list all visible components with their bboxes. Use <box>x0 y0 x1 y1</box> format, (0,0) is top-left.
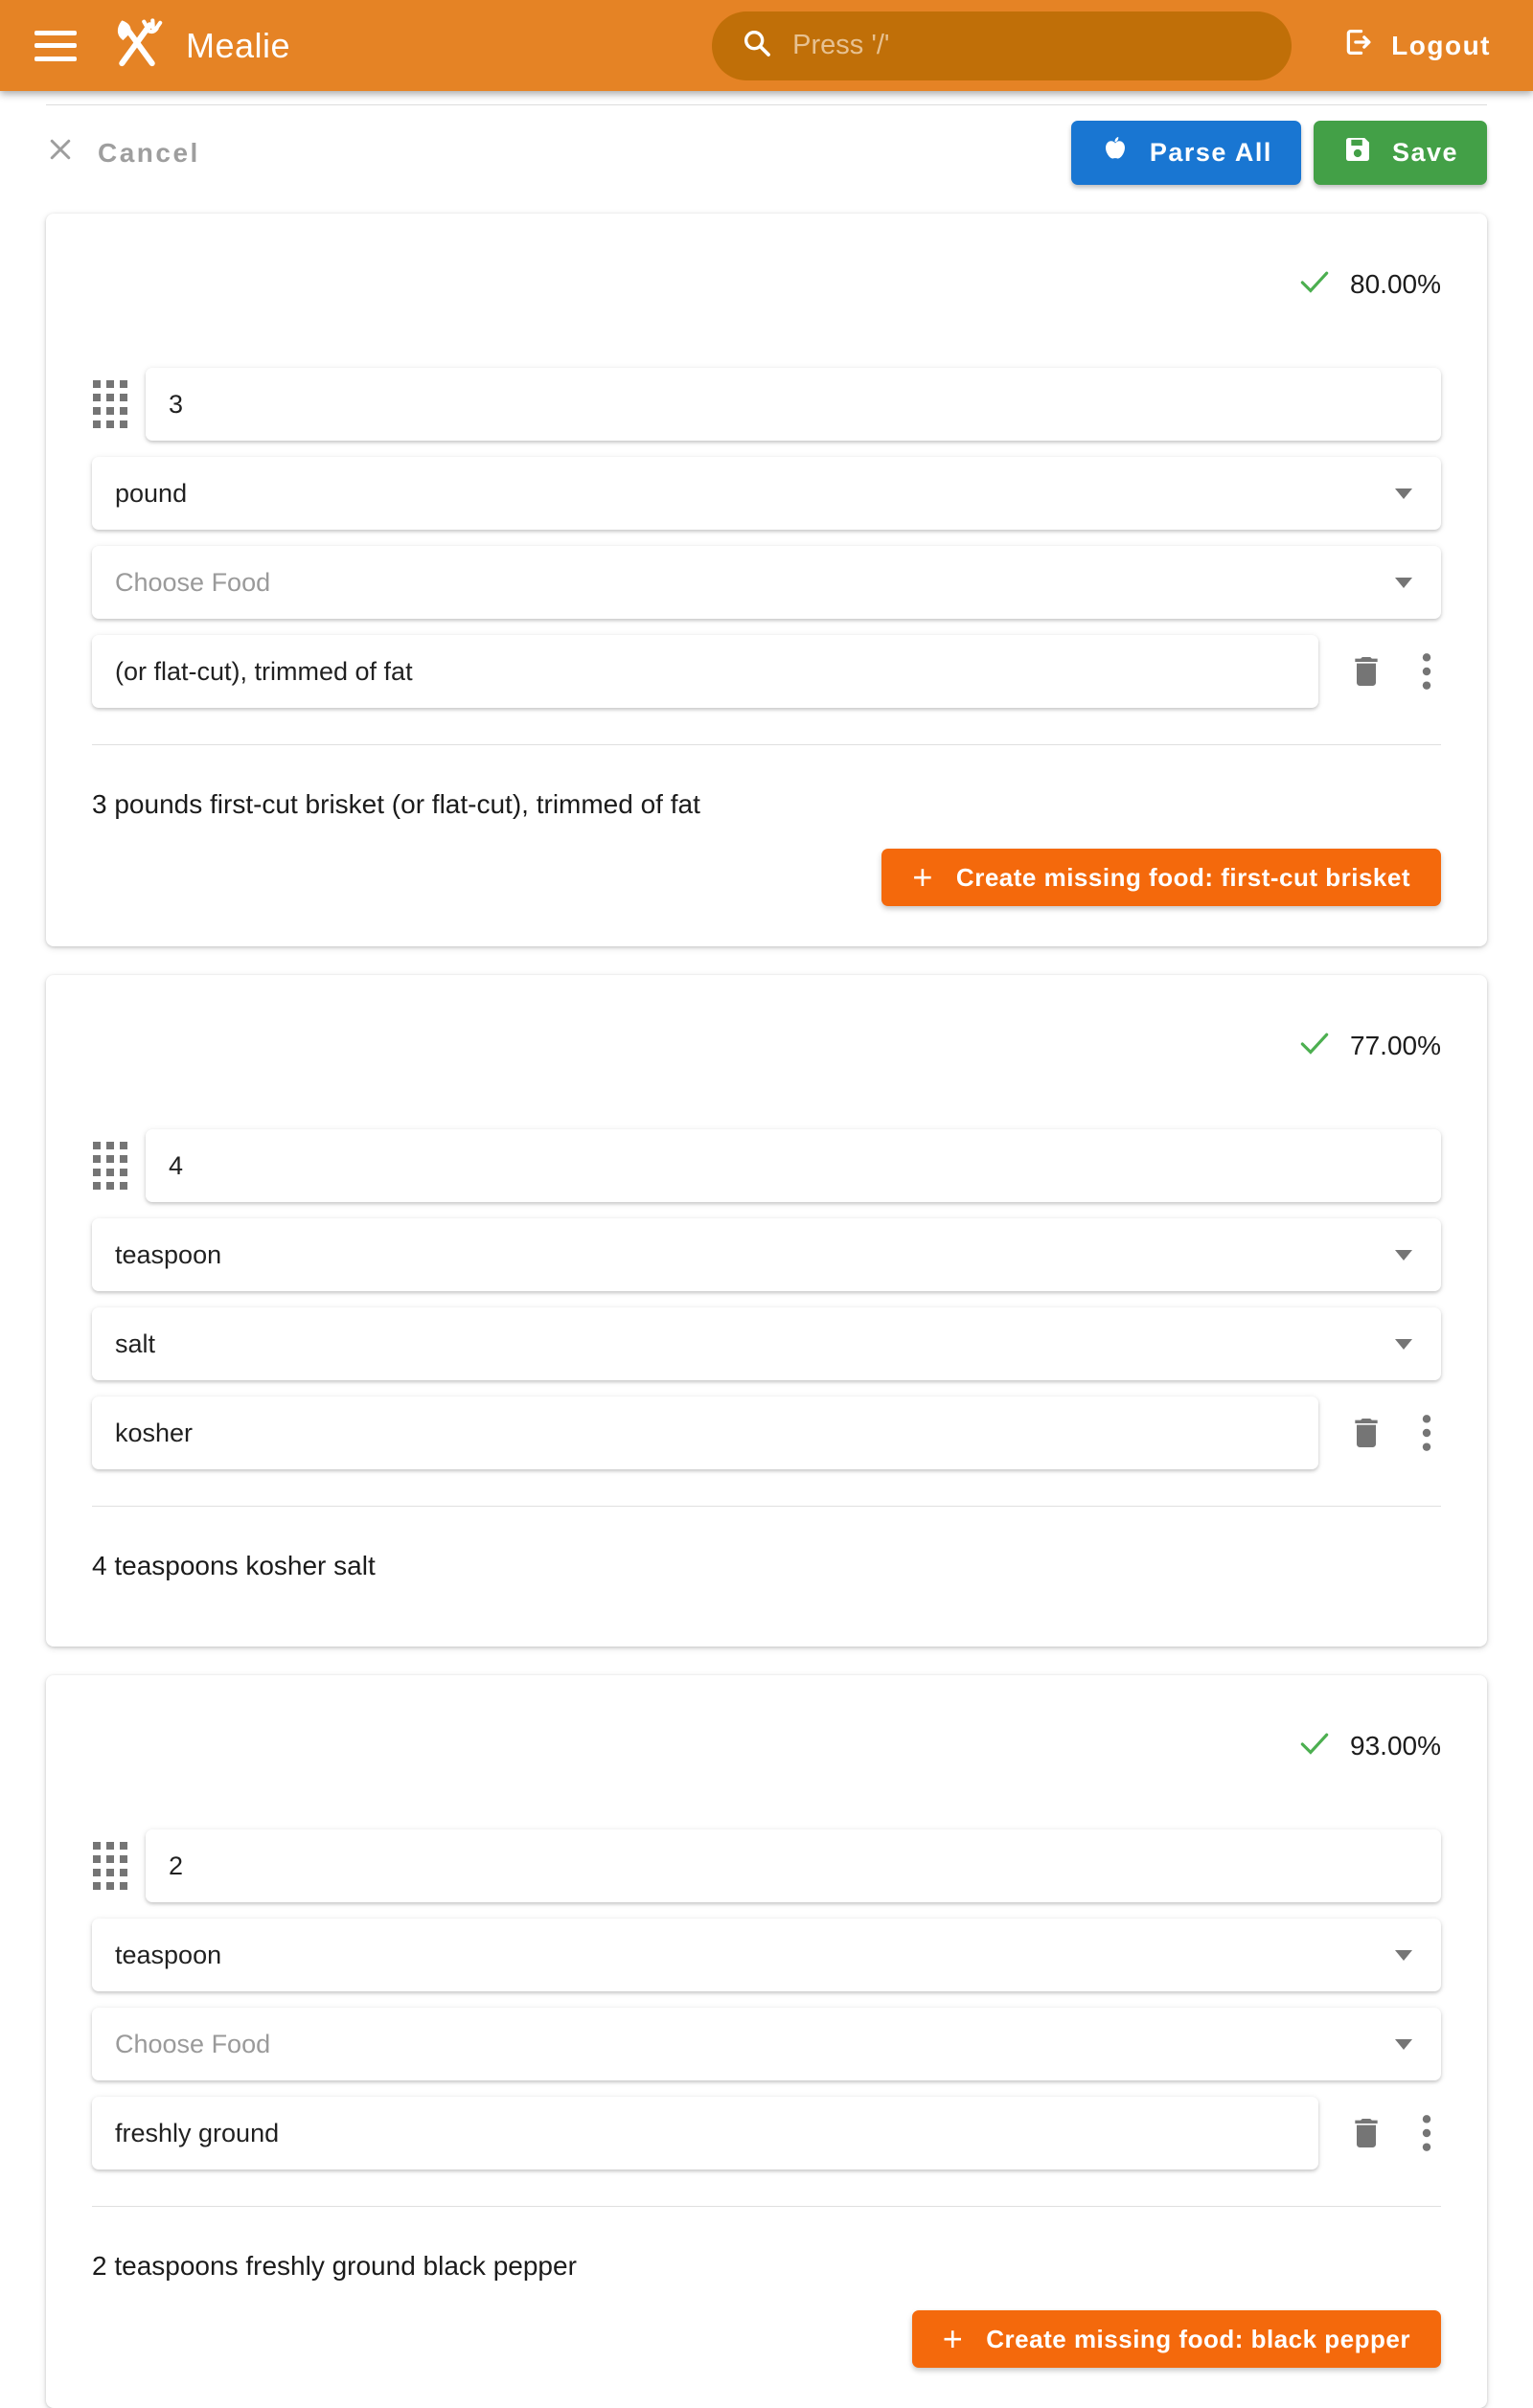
save-icon <box>1342 134 1373 171</box>
ingredient-card-3 <box>46 1675 1487 2408</box>
more-options-button[interactable] <box>1416 1411 1437 1455</box>
food-value: salt <box>115 1329 156 1358</box>
original-ingredient-text: 4 teaspoons kosher salt <box>92 1551 376 1580</box>
search-icon <box>741 27 773 64</box>
unit-select[interactable] <box>92 1218 1441 1291</box>
create-row <box>92 849 1441 906</box>
food-placeholder: Choose Food <box>115 2029 271 2058</box>
food-select[interactable] <box>92 2008 1441 2080</box>
confidence-row <box>92 263 1441 305</box>
create-row <box>92 2310 1441 2368</box>
search-input[interactable] <box>712 11 1292 80</box>
unit-value: pound <box>115 478 188 508</box>
delete-ingredient-button[interactable] <box>1347 652 1385 691</box>
unit-row <box>92 457 1441 530</box>
menu-icon[interactable] <box>34 31 77 61</box>
unit-value: teaspoon <box>115 1940 222 1969</box>
check-icon <box>1296 1025 1333 1066</box>
search-placeholder: Press '/' <box>792 30 890 60</box>
mealie-logo-icon <box>109 18 165 74</box>
app-title: Mealie <box>186 25 291 65</box>
original-ingredient-text: 2 teaspoons freshly ground black pepper <box>92 2251 577 2281</box>
food-select[interactable] <box>92 546 1441 619</box>
unit-value: teaspoon <box>115 1239 222 1269</box>
quantity-input[interactable] <box>146 1829 1441 1902</box>
check-icon <box>1296 1725 1333 1766</box>
food-row <box>92 1307 1441 1380</box>
notes-row <box>92 1397 1441 1469</box>
chevron-down-icon <box>1395 1250 1412 1261</box>
plus-icon: + <box>912 857 933 897</box>
notes-input[interactable] <box>92 635 1318 708</box>
parse-all-label: Parse All <box>1149 138 1272 167</box>
confidence-row <box>92 1025 1441 1066</box>
check-icon <box>1296 263 1333 305</box>
plus-icon: + <box>942 2319 964 2358</box>
drag-handle-icon[interactable] <box>92 1841 128 1891</box>
card-divider <box>92 744 1441 745</box>
confidence-value: 93.00% <box>1350 1730 1441 1761</box>
parser-toolbar <box>0 105 1533 185</box>
unit-row <box>92 1919 1441 1991</box>
drag-handle-icon[interactable] <box>92 379 128 429</box>
delete-ingredient-button[interactable] <box>1347 2114 1385 2152</box>
save-button[interactable] <box>1314 121 1487 185</box>
unit-select[interactable] <box>92 1919 1441 1991</box>
create-missing-food-button[interactable] <box>881 849 1441 906</box>
quantity-row <box>92 368 1441 441</box>
ingredient-parser-list <box>0 214 1533 2408</box>
apple-icon <box>1100 134 1131 171</box>
cancel-label: Cancel <box>98 137 200 168</box>
logout-button[interactable] <box>1336 25 1497 66</box>
logout-label: Logout <box>1391 30 1491 60</box>
logout-icon <box>1341 26 1374 65</box>
drag-handle-icon[interactable] <box>92 1141 128 1191</box>
quantity-row <box>92 1129 1441 1202</box>
unit-row <box>92 1218 1441 1291</box>
chevron-down-icon <box>1395 1950 1412 1961</box>
cancel-button[interactable] <box>46 135 200 170</box>
quantity-input[interactable] <box>146 1129 1441 1202</box>
chevron-down-icon <box>1395 578 1412 588</box>
confidence-value: 77.00% <box>1350 1030 1441 1060</box>
notes-input[interactable] <box>92 2097 1318 2169</box>
confidence-value: 80.00% <box>1350 268 1441 299</box>
ingredient-card-2 <box>46 975 1487 1647</box>
create-missing-food-label: Create missing food: black pepper <box>986 2324 1410 2353</box>
delete-ingredient-button[interactable] <box>1347 1414 1385 1452</box>
save-label: Save <box>1391 138 1458 167</box>
quantity-row <box>92 1829 1441 1902</box>
close-icon <box>46 135 75 170</box>
create-missing-food-label: Create missing food: first-cut brisket <box>955 862 1410 892</box>
parse-all-button[interactable] <box>1071 121 1301 185</box>
notes-row <box>92 635 1441 708</box>
food-select[interactable] <box>92 1307 1441 1380</box>
card-divider <box>92 1506 1441 1507</box>
create-missing-food-button[interactable] <box>912 2310 1441 2368</box>
food-row <box>92 546 1441 619</box>
quantity-input[interactable] <box>146 368 1441 441</box>
app-bar <box>0 0 1533 91</box>
ingredient-card-1 <box>46 214 1487 946</box>
more-options-button[interactable] <box>1416 649 1437 693</box>
chevron-down-icon <box>1395 2039 1412 2050</box>
food-row <box>92 2008 1441 2080</box>
chevron-down-icon <box>1395 488 1412 499</box>
card-divider <box>92 2206 1441 2207</box>
toolbar-actions <box>1071 121 1487 185</box>
unit-select[interactable] <box>92 457 1441 530</box>
food-placeholder: Choose Food <box>115 567 271 597</box>
original-ingredient-text: 3 pounds first-cut brisket (or flat-cut), trimmed of fat <box>92 789 700 819</box>
confidence-row <box>92 1725 1441 1766</box>
chevron-down-icon <box>1395 1339 1412 1350</box>
notes-row <box>92 2097 1441 2169</box>
notes-input[interactable] <box>92 1397 1318 1469</box>
more-options-button[interactable] <box>1416 2111 1437 2155</box>
